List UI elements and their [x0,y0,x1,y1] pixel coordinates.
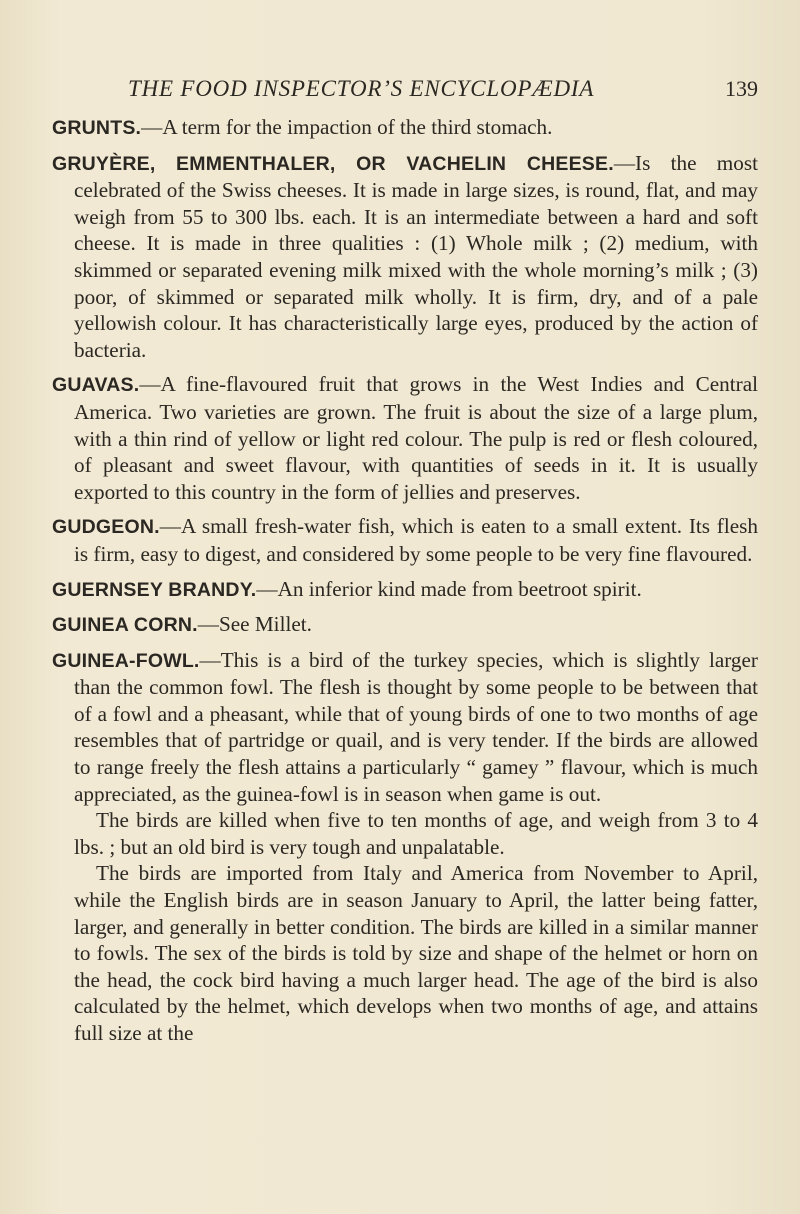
entry-headword: GUDGEON. [52,516,160,539]
entry-gruyere-cheese: GRUYÈRE, EMMENTHALER, OR VACHELIN CHEESE.—Is the most celebrated of the Swiss cheeses. It is made in large sizes, is round, flat, and may weigh from 55 to 300 lbs. each. It is an intermediate between a hard and soft cheese. It is made in three qualities : (1) Whole milk ; (2) medium, with skimmed or separated evening milk mixed with the whole morning’s milk ; (3) poor, of skimmed or separated milk wholly. It is firm, dry, and of a pale yellowish colour. It has characteristically large eyes, produced by the action of bacteria. [52,150,758,362]
book-page [52,0,758,1214]
entry-headword: GUERNSEY BRANDY. [52,578,257,601]
entry-text: An inferior kind made from beetroot spirit. [277,576,642,601]
entry-text: This is a bird of the turkey species, which is slightly larger than the common fowl. The flesh is thought by some people to be between that of a fowl and a pheasant, while that of young birds of one to two months of age resembles that of partridge or quail, and is very tender. If the birds are allowed to range freely the flesh attains a particularly “ gamey ” flavour, which is much appreciated, as the guinea-fowl is in season when game is out. [74,647,758,806]
entry-text: See Millet. [218,612,312,637]
entry-text: Is the most celebrated of the Swiss cheeses. It is made in large sizes, is round, flat, and may weigh from 55 to 300 lbs. each. It is an intermediate between a hard and soft cheese. It is made in three qualities : (1) Whole milk ; (2) medium, with skimmed or separated evening milk mixed with the whole morning’s milk ; (3) poor, of skimmed or separated milk wholly. It is firm, dry, and of a pale yellowish colour. It has characteristically large eyes, produced by the action of bacteria. [74,150,758,362]
entry-text: A fine-flavoured fruit that grows in the West Indies and Central America. Two varieties are grown. The fruit is about the size of a large plum, with a thin rind of yellow or light red colour. The pulp is red or flesh coloured, of pleasant and sweet flavour, with quantities of seeds in it. It is usually exported to this country in the form of jellies and preserves. [74,372,758,504]
running-head [128,76,758,106]
entry-gudgeon: GUDGEON.—A small fresh-water fish, which is eaten to a small extent. Its flesh is firm, easy to digest, and considered by some people to be very fine flavoured. [52,514,758,566]
entry-headword: GUAVAS. [52,374,140,397]
entry-guinea-corn: GUINEA CORN.—See Millet. [52,612,312,637]
entry-text: A small fresh-water fish, which is eaten to a small extent. Its flesh is firm, easy to digest, and considered by some people to be very fine flavoured. [74,514,758,566]
entry-headword: GRUYÈRE, EMMENTHALER, OR VACHELIN CHEESE. [52,152,614,175]
page-number: 139 [725,76,758,101]
entry-headword: GRUNTS. [52,117,142,139]
page-content [52,114,758,1047]
entry-guinea-fowl: GUINEA-FOWL.—This is a bird of the turkey species, which is slightly larger than the common fowl. The flesh is thought by some people to be between that of a fowl and a pheasant, while that of young birds of one to two months of age resembles that of partridge or quail, and is very tender. If the birds are allowed to range freely the flesh attains a particularly “ gamey ” flavour, which is much appreciated, as the guinea-fowl is in season when game is out. [52,647,758,806]
running-title: THE FOOD INSPECTOR’S ENCYCLOPÆDIA [128,76,595,101]
entry-grunts: GRUNTS.—A term for the impaction of the third stomach. [52,115,553,139]
entry-headword: GUINEA-FOWL. [52,649,200,672]
entry-text: A term for the impaction of the third stomach. [162,115,553,139]
entry-guavas: GUAVAS.—A fine-flavoured fruit that grows in the West Indies and Central America. Two varieties are grown. The fruit is about the size of a large plum, with a thin rind of yellow or light red colour. The pulp is red or flesh coloured, of pleasant and sweet flavour, with quantities of seeds in it. It is usually exported to this country in the form of jellies and preserves. [52,372,758,504]
entry-headword: GUINEA CORN. [52,614,198,637]
entry-continuation-paragraph: The birds are imported from Italy and America from November to April, while the English birds are in season January to April, the latter being fatter, larger, and generally in better condition. The birds are killed in a similar manner to fowls. The sex of the birds is told by size and shape of the helmet or horn on the head, the cock bird having a much larger head. The age of the bird is also calculated by the helmet, which develops when two months of age, and attains full size at the [74,861,758,1045]
entry-guernsey-brandy: GUERNSEY BRANDY.—An inferior kind made from beetroot spirit. [52,576,642,601]
entry-continuation-paragraph: The birds are killed when five to ten months of age, and weigh from 3 to 4 lbs. ; but an old bird is very tough and unpalatable. [74,808,758,859]
